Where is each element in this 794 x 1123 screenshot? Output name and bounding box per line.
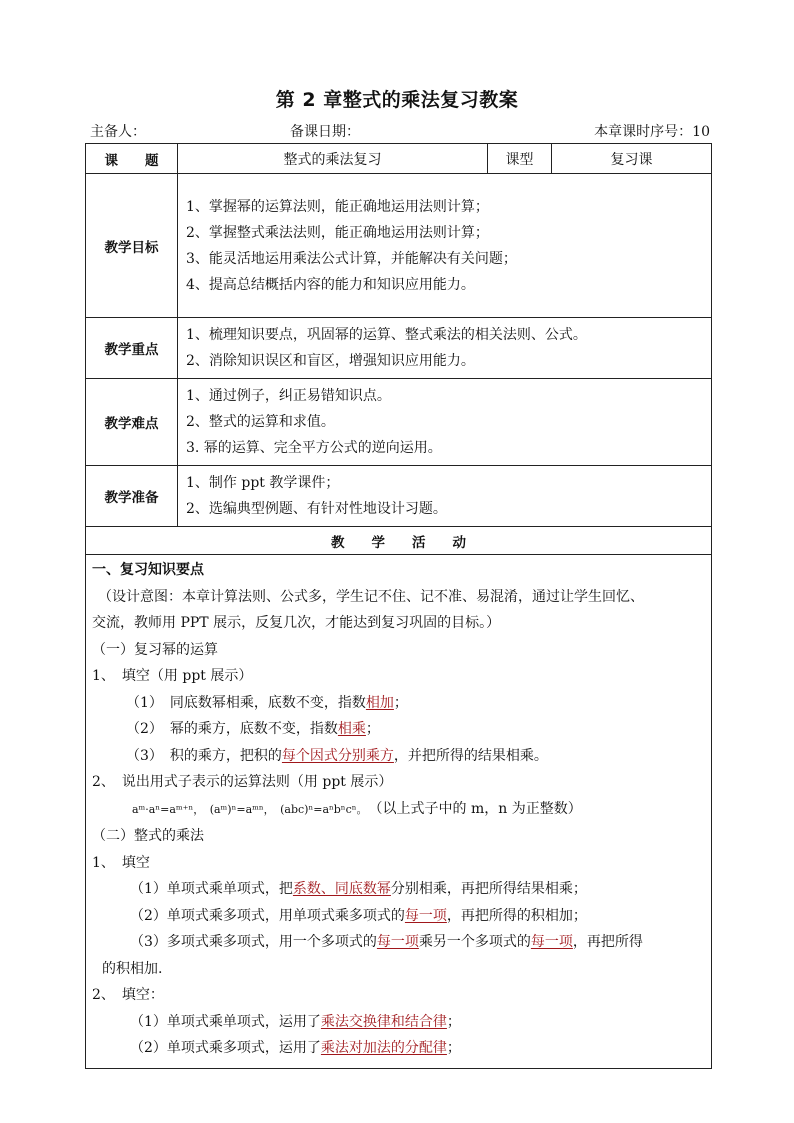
question-1c [92,743,703,770]
preparation-item: 2、选编典型例题、有针对性地设计习题。 [186,501,447,517]
formula-line [92,796,703,824]
question-3c-end: ，再把所得 [572,934,643,950]
lesson-plan-table [85,143,712,1069]
activity-body-row [86,555,712,1069]
question-4: 2、 填空： [92,987,164,1003]
question-1b-end: ； [365,721,380,737]
page-title: 第 2 章整式的乘法复习教案 [275,89,519,111]
question-4a [92,1009,703,1036]
type-label: 课型 [488,144,552,174]
difficulties-label: 教学难点 [86,379,178,466]
question-3a-text: （1）单项式乘单项式，把 [130,881,293,897]
question-3c [92,929,703,956]
key-points-row [86,318,712,379]
question-3c-answer-2: 每一项 [530,934,573,950]
key-point-item: 2、消除知识误区和盲区，增强知识应用能力。 [186,353,475,369]
key-points-list [178,318,712,379]
objective-item: 3、能灵活地运用乘法公式计算，并能解决有关问题； [186,250,517,267]
question-4b [92,1035,703,1062]
question-1a-answer: 相加 [365,694,394,711]
question-4b-answer: 乘法对加法的分配律 [320,1040,447,1056]
design-intent-line1: （设计意图：本章计算法则、公式多，学生记不住、记不准、易混淆，通过让学生回忆、 [98,588,644,605]
difficulties-row [86,379,712,466]
question-1a [92,690,703,717]
difficulty-item: 3. 幂的运算、完全平方公式的逆向运用。 [186,440,442,456]
objective-item: 1、掌握幂的运算法则，能正确地运用法则计算； [186,198,489,215]
question-4b-end: ； [446,1040,461,1056]
question-3b-answer: 每一项 [404,907,447,924]
question-4a-end: ； [446,1013,461,1030]
question-2: 2、 说出用式子表示的运算法则（用 ppt 展示） [92,774,393,790]
question-3a [92,876,703,903]
design-intent-line2: 交流，教师用 PPT 展示，反复几次，才能达到复习巩固的目标。） [92,615,501,631]
question-3c-middle: 乘另一个多项式的 [418,934,531,950]
sub1-title: （一）复习幂的运算 [92,641,218,658]
lesson-number: 本章课时序号：10 [594,124,710,140]
topic-row [86,144,712,174]
section1-title: 一、复习知识要点 [92,562,204,578]
objectives-list [178,174,712,318]
activity-header-row [86,527,712,555]
topic-label: 课 题 [86,144,178,174]
question-4a-answer: 乘法交换律和结合律 [320,1013,447,1030]
key-points-label: 教学重点 [86,318,178,379]
sub2-title: （二）整式的乘法 [92,828,204,844]
question-1c-end: ，并把所得的结果相乘。 [393,747,548,764]
formula-text: aᵐ·aⁿ=aᵐ⁺ⁿ， (aᵐ)ⁿ=aᵐⁿ， (abc)ⁿ=aⁿbⁿcⁿ。 [132,802,368,816]
question-3a-end: 分别相乘，再把所得结果相乘； [390,881,587,897]
question-3c-text: （3）多项式乘多项式，用一个多项式的 [130,934,377,950]
question-3: 1、 填空 [92,854,150,871]
topic-value: 整式的乘法复习 [178,144,488,174]
preparation-list [178,466,712,527]
question-1b [92,716,703,743]
question-1c-answer: 每个因式分别乘方 [281,747,394,764]
question-3c-answer-1: 每一项 [376,934,419,950]
difficulty-item: 2、整式的运算和求值。 [186,414,335,430]
question-1: 1、 填空（用 ppt 展示） [92,668,253,684]
objectives-row [86,174,712,318]
question-4b-text: （2）单项式乘多项式，运用了 [130,1040,321,1056]
question-3a-answer: 系数、同底数幂 [292,881,391,897]
meta-line [90,121,710,141]
formula-note: （以上式子中的 m，n 为正整数） [375,800,582,817]
preparation-item: 1、制作 ppt 教学课件； [186,475,340,491]
question-1a-text: （1） 同底数幂相乘，底数不变，指数 [126,694,366,711]
question-4a-text: （1）单项式乘单项式，运用了 [130,1013,321,1030]
preparer-label: 主备人： [90,124,146,140]
key-point-item: 1、梳理知识要点，巩固幂的运算、整式乘法的相关法则、公式。 [186,327,587,343]
objective-item: 4、提高总结概括内容的能力和知识应用能力。 [186,276,475,293]
difficulty-item: 1、通过例子，纠正易错知识点。 [186,388,391,404]
prep-date-label: 备课日期： [290,124,360,140]
question-3b [92,903,703,930]
preparation-label: 教学准备 [86,466,178,527]
question-1b-text: （2） 幂的乘方，底数不变，指数 [126,721,338,737]
activity-header: 教 学 活 动 [86,527,712,555]
question-1c-text: （3） 积的乘方，把积的 [126,747,282,764]
preparation-row [86,466,712,527]
objective-item: 2、掌握整式乘法法则，能正确地运用法则计算； [186,224,489,241]
objectives-label: 教学目标 [86,174,178,318]
type-value: 复习课 [552,144,712,174]
question-3b-text: （2）单项式乘多项式，用单项式乘多项式的 [130,907,405,924]
question-1b-answer: 相乘 [337,721,366,737]
question-3c-continued: 的积相加. [102,960,163,977]
question-3b-end: ，再把所得的积相加； [446,907,587,924]
activity-body [86,555,712,1069]
question-1a-end: ； [393,694,408,711]
difficulties-list [178,379,712,466]
